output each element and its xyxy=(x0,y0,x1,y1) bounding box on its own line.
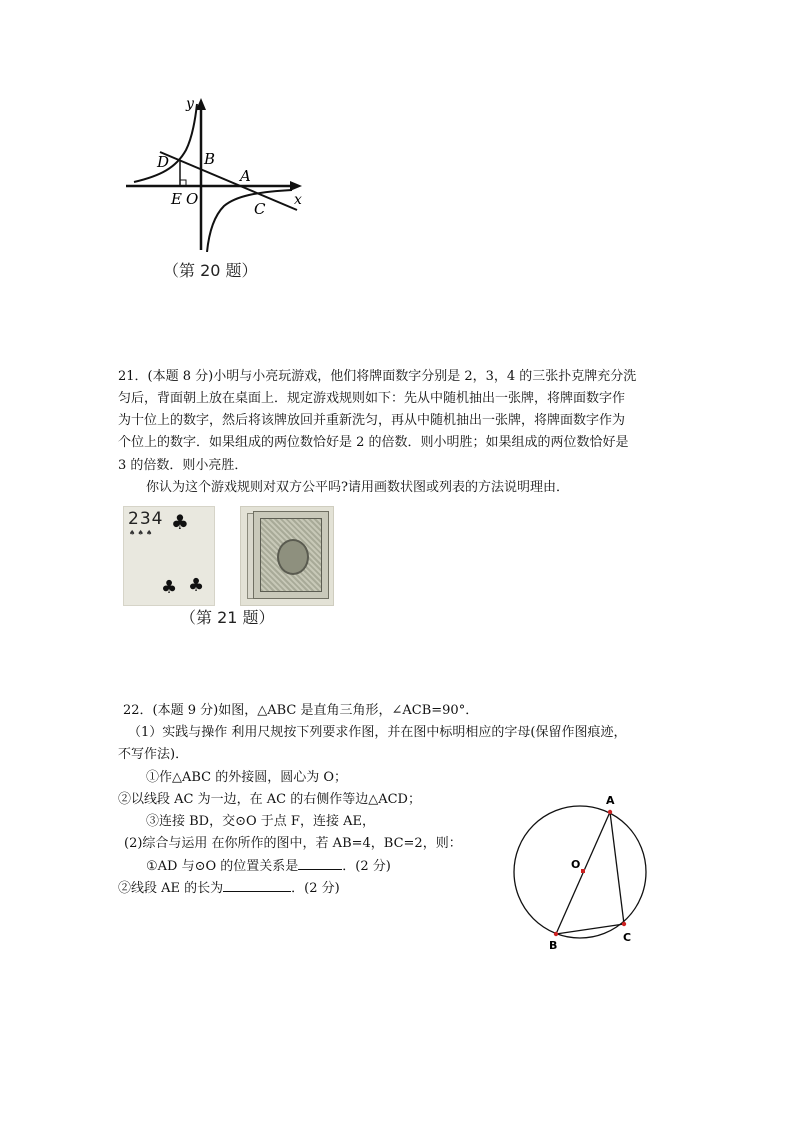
label-o: O xyxy=(186,190,199,208)
playing-card-face xyxy=(123,506,215,606)
q22-line-9-suffix: ．(2 分) xyxy=(291,881,340,896)
label-o: O xyxy=(571,858,581,871)
q22-line-8-suffix: ．(2 分) xyxy=(342,859,391,874)
figure-20-graph xyxy=(120,92,320,252)
answer-blank-1[interactable] xyxy=(298,855,342,870)
figure-21-caption: （第 21 题） xyxy=(180,608,275,627)
card-back-medallion xyxy=(277,539,309,575)
q22-line-4: ①作△ABC 的外接圆，圆心为 O； xyxy=(146,770,348,785)
playing-card-backs xyxy=(240,506,334,606)
point-a xyxy=(608,810,612,814)
q21-line-5: 3 的倍数．则小亮胜． xyxy=(118,458,248,473)
q21-line-1: 21．(本题 8 分)小明与小亮玩游戏，他们将牌面数字分别是 2，3，4 的三张扑克牌充分洗 xyxy=(118,369,637,384)
q22-line-3: 不写作法)． xyxy=(118,747,189,762)
label-b: B xyxy=(204,150,216,168)
point-c xyxy=(622,922,626,926)
q22-line-6: ③连接 BD，交⊙O 于点 F，连接 AE， xyxy=(146,814,375,829)
q22-line-1: 22．(本题 9 分)如图，△ABC 是直角三角形，∠ACB=90°． xyxy=(123,703,479,718)
q22-line-7: (2)综合与运用 在你所作的图中，若 AB=4，BC=2，则： xyxy=(124,836,462,851)
label-b: B xyxy=(549,939,558,952)
figure-20-caption: （第 20 题） xyxy=(163,261,258,280)
point-o xyxy=(581,869,585,873)
q22-line-5: ②以线段 AC 为一边，在 AC 的右侧作等边△ACD； xyxy=(118,792,421,807)
small-spade-icons: ♠ ♠ ♠ xyxy=(129,529,153,537)
q22-line-8 xyxy=(146,855,391,879)
label-c: C xyxy=(623,931,632,944)
card-digits: 234 xyxy=(128,509,164,529)
card-back-front xyxy=(253,511,329,599)
q22-line-8-prefix: ①AD 与⊙O 的位置关系是 xyxy=(146,859,299,874)
figure-22-circle xyxy=(505,790,665,955)
q22-line-2: （1）实践与操作 利用尺规按下列要求作图，并在图中标明相应的字母(保留作图痕迹， xyxy=(128,725,627,740)
club-suit-icon-bottom: ♣ xyxy=(161,577,178,598)
label-a: A xyxy=(240,167,251,185)
card-back-pattern xyxy=(260,518,322,592)
club-suit-icon: ♣ xyxy=(171,510,189,534)
q21-line-3: 为十位上的数字，然后将该牌放回并重新洗匀，再从中随机抽出一张牌，将牌面数字作为 xyxy=(118,413,626,428)
answer-blank-2[interactable] xyxy=(223,877,291,892)
segment-ac xyxy=(610,812,624,924)
label-y: y xyxy=(186,96,194,112)
label-a: A xyxy=(606,794,615,807)
circumcircle xyxy=(514,806,646,938)
club-suit-icon-corner: ♣ xyxy=(188,575,205,596)
label-e: E xyxy=(171,190,182,208)
point-b xyxy=(554,932,558,936)
label-c: C xyxy=(254,200,266,218)
hyperbola-branch-lower-right xyxy=(207,190,292,252)
q21-line-4: 个位上的数字．如果组成的两位数恰好是 2 的倍数．则小明胜；如果组成的两位数恰好是 xyxy=(118,435,629,450)
q21-line-6: 你认为这个游戏规则对双方公平吗?请用画数状图或列表的方法说明理由． xyxy=(146,480,569,495)
label-x: x xyxy=(294,192,302,208)
q21-line-2: 匀后，背面朝上放在桌面上．规定游戏规则如下：先从中随机抽出一张牌，将牌面数字作 xyxy=(118,391,626,406)
q22-line-9 xyxy=(118,877,340,901)
q22-line-9-prefix: ②线段 AE 的长为 xyxy=(118,881,224,896)
label-d: D xyxy=(157,153,170,171)
